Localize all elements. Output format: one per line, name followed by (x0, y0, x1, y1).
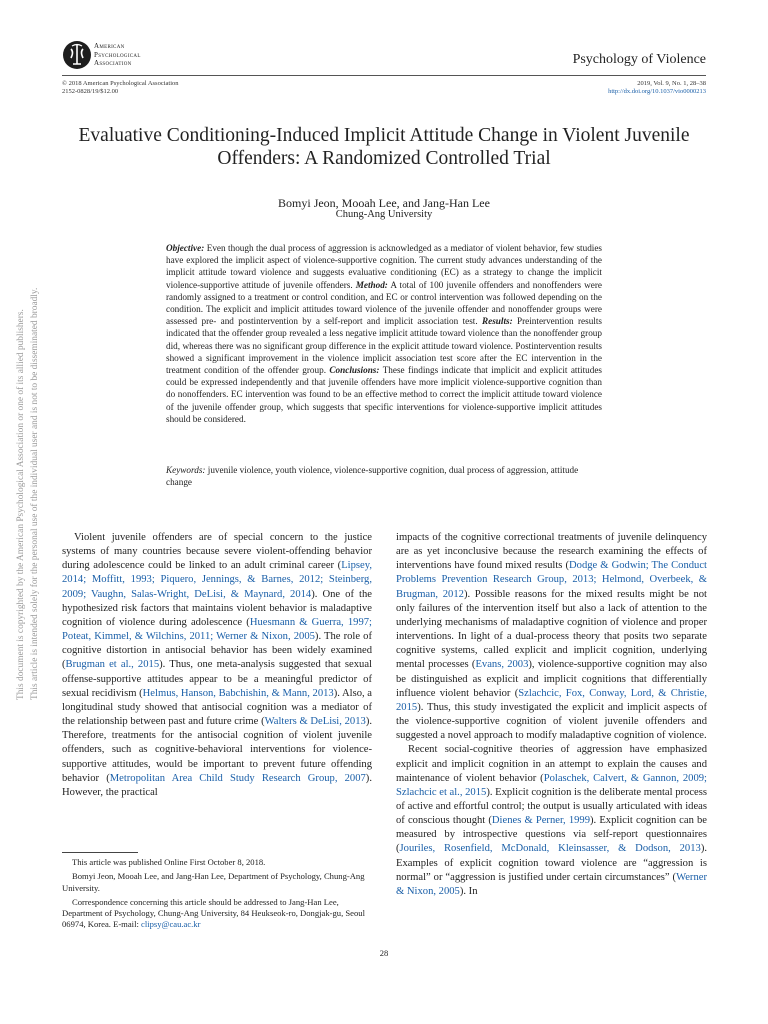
abstract (166, 242, 602, 425)
citation-link[interactable]: Dodge & Godwin; The Conduct Problems Prevention Research Group, 2013; Helmond, Overbeek, & Brugman, 2012 (396, 560, 707, 600)
abstract-results: Preintervention results indicated that the offender group revealed a less negative implicit attitude toward violence than the nonoffender group did, whereas there was no significant group difference in the explicit attitude toward violence. Postintervention results showed a significant improvement in the violence implicit association test score after the EC intervention in the treatment condition of the offender group. (166, 316, 602, 376)
volume-line: 2019, Vol. 9, No. 1, 28–38 (637, 80, 706, 87)
citation-link[interactable]: Helmus, Hanson, Babchishin, & Mann, 2013 (142, 687, 334, 699)
body-text: ). Therefore, treatments for the antisocial cognition of violent juvenile offenders, such as cognitive-behavioral interventions for violence-supportive attitudes, would be important to prevent future offending behavior ( (62, 716, 372, 784)
body-text: ). Explicit cognition is the deliberate mental process of active and effortful control; the output is usually articulated with ideas of conscious thought ( (396, 786, 707, 827)
body-text: ). Also, a longitudinal study showed that antisocial cognition was a mediator of the relationship between past and future crime ( (62, 687, 373, 728)
footnote-published: This article was published Online First October 8, 2018. (72, 857, 266, 867)
keywords-label: Keywords: (166, 465, 206, 475)
header-rule (62, 75, 706, 76)
sidenote-line: This article is intended solely for the personal use of the individual user and is not to be disseminated broadly. (30, 287, 40, 700)
citation-link[interactable]: Jouriles, Rosenfield, McDonald, Kleinsasser, & Dodson, 2013 (399, 843, 701, 855)
body-column-left (62, 531, 372, 800)
citation-link[interactable]: Walters & DeLisi, 2013 (264, 716, 366, 728)
footnote-correspondence-text: Correspondence concerning this article should be addressed to Jang-Han Lee, Department of Psychology, Chung-Ang University, 84 Heukseok-ro, Dongjak-gu, Seoul 06974, Korea. E-mail: (62, 896, 365, 930)
body-text: impacts of the cognitive correctional treatments of juvenile delinquency are as yet inconclusive because the research examining the effects of interventions have found mixed results ( (396, 532, 707, 572)
page-number: 28 (379, 948, 389, 958)
abstract-method-label: Method: (355, 279, 388, 290)
citation-link[interactable]: Lipsey, 2014; Moffitt, 1993; Piquero, Jennings, & Barnes, 2012; Steinberg, 2009; Vaughn, Salas-Wright, DeLisi, & Maynard, 2014 (62, 560, 372, 600)
citation-link[interactable]: Brugman et al., 2015 (65, 659, 160, 671)
citation-link[interactable]: Szlachcic, Fox, Conway, Lord, & Christie, 2015 (396, 687, 707, 713)
footnote-correspondence (62, 897, 372, 931)
body-text: ). However, the practical (62, 772, 372, 798)
citation-link[interactable]: Polaschek, Calvert, & Gannon, 2009; Szlachcic et al., 2015 (396, 772, 707, 798)
body-text: ). Possible reasons for the mixed results might be not only failures of the intervention itself but also a lack of attention to the underlying mechanisms of maladaptive cognition of violence and proper interventions. In light of a dual-process theory that posits two separate cognitive systems, called explicit and implicit cognition, underlying mental processes ( (396, 588, 707, 671)
body-column-right (396, 531, 707, 899)
copyright-sidenote (4, 220, 54, 700)
publisher-line: Psychological (94, 50, 141, 59)
body-paragraph (396, 531, 707, 743)
issn-line: 2152-0828/19/$12.00 (62, 88, 119, 95)
copyright-line: © 2018 American Psychological Association (62, 80, 179, 87)
abstract-conclusions-label: Conclusions: (329, 365, 380, 376)
body-text: Violent juvenile offenders are of special concern to the justice systems of many countries because severe violent-offending behavior during adolescence could be linked to an adult criminal career ( (62, 532, 372, 572)
abstract-conclusions: These findings indicate that implicit and explicit attitudes could be expressed independently and that juvenile offenders have more implicit violence-supportive cognition than do nonoffenders. EC intervention was found to be an effective method to correct the implicit attitude toward violence of the juvenile offender group, which suggests that specific interventions for violence-supportive implicit attitudes should be considered. (166, 365, 602, 424)
body-text: ), violence-supportive cognition may also be distinguished as explicit and implicit cognitions that differentially influence violent behavior ( (396, 659, 707, 699)
body-text: ). Thus, one meta-analysis suggested that sexual offense-supportive attitudes appear to be a meaningful predictor of sexual recidivism ( (62, 659, 372, 699)
abstract-method: A total of 100 juvenile offenders and nonoffenders were randomly assigned to a treatment or control condition, and EC or control intervention was followed depending on the condition. The explicit and implicit attitudes toward violence of the juvenile offender and nonoffender groups were assessed pre- and postintervention by a self-report and implicit association test. (166, 279, 602, 327)
body-text: ). One of the hypothesized risk factors that maintains violent behavior is maladaptive cognition of violence during adolescence ( (62, 588, 373, 628)
body-text: ). Examples of explicit cognition toward violence are “aggression is normal” or “aggression is justified under certain circumstances” ( (396, 843, 707, 883)
email-link[interactable]: clipsy@cau.ac.kr (141, 919, 201, 930)
citation-link[interactable]: Werner & Nixon, 2005 (396, 871, 707, 897)
body-text: ). In (459, 885, 478, 897)
volume-block (608, 80, 706, 96)
body-text: Recent social-cognitive theories of aggression have emphasized explicit and implicit cognition in an attempt to explain the causes and maintenance of violent behavior ( (396, 744, 707, 784)
citation-link[interactable]: Evans, 2003 (475, 659, 529, 671)
citation-link[interactable]: Huesmann & Guerra, 1997; Poteat, Kimmel, & Wilchins, 2011; Werner & Nixon, 2005 (62, 616, 372, 643)
keywords (166, 464, 602, 488)
apa-logo-icon (62, 40, 92, 70)
publisher-line: American (94, 42, 125, 50)
body-paragraph (396, 743, 707, 899)
footnote-rule (62, 852, 138, 853)
copyright-block (62, 80, 179, 96)
doi-link[interactable]: http://dx.doi.org/10.1037/vio0000213 (608, 88, 706, 95)
body-text: ). The role of cognitive distortion in antisocial behavior has been widely examined ( (62, 631, 373, 671)
body-text: ). Explicit cognition can be measured by introspective questions via self-report questionnaires ( (396, 815, 707, 855)
body-paragraph (62, 531, 372, 800)
footnotes (62, 857, 372, 934)
article-title: Evaluative Conditioning-Induced Implicit Attitude Change in Violent Juvenile Offenders: A Randomized Controlled Trial (78, 125, 690, 169)
abstract-objective-label: Objective: (166, 243, 205, 253)
article-affiliation: Chung-Ang University (335, 209, 433, 220)
keywords-list: juvenile violence, youth violence, violence-supportive cognition, dual process of aggression, attitude change (166, 465, 579, 488)
publisher-name (94, 42, 141, 68)
publisher-line: Association (94, 59, 132, 68)
journal-name: Psychology of Violence (572, 52, 706, 67)
abstract-objective: Even though the dual process of aggression is acknowledged as a mediator of violent behavior, few studies have explored the implicit aspect of violence-supportive cognition. The current study advances understanding of the implicit attitude toward violence and suggests evaluative conditioning (EC) as a strategy to change the implicit violence-supportive attitude of juvenile offenders. (166, 243, 602, 290)
citation-link[interactable]: Dienes & Perner, 1999 (491, 815, 591, 827)
sidenote-line: This document is copyrighted by the American Psychological Association or one of its allied publishers. (16, 309, 26, 700)
article-authors: Bomyi Jeon, Mooah Lee, and Jang-Han Lee (278, 196, 490, 210)
body-text: ). Thus, this study investigated the explicit and implicit aspects of the violence-supportive cognition of violent juvenile offenders and suggested a novel approach to modify maladaptive cognition of violence. (396, 701, 707, 742)
citation-link[interactable]: Metropolitan Area Child Study Research Group, 2007 (109, 772, 366, 784)
footnote-authors: Bomyi Jeon, Mooah Lee, and Jang-Han Lee, Department of Psychology, Chung-Ang University. (62, 871, 365, 893)
abstract-results-label: Results: (482, 316, 513, 327)
